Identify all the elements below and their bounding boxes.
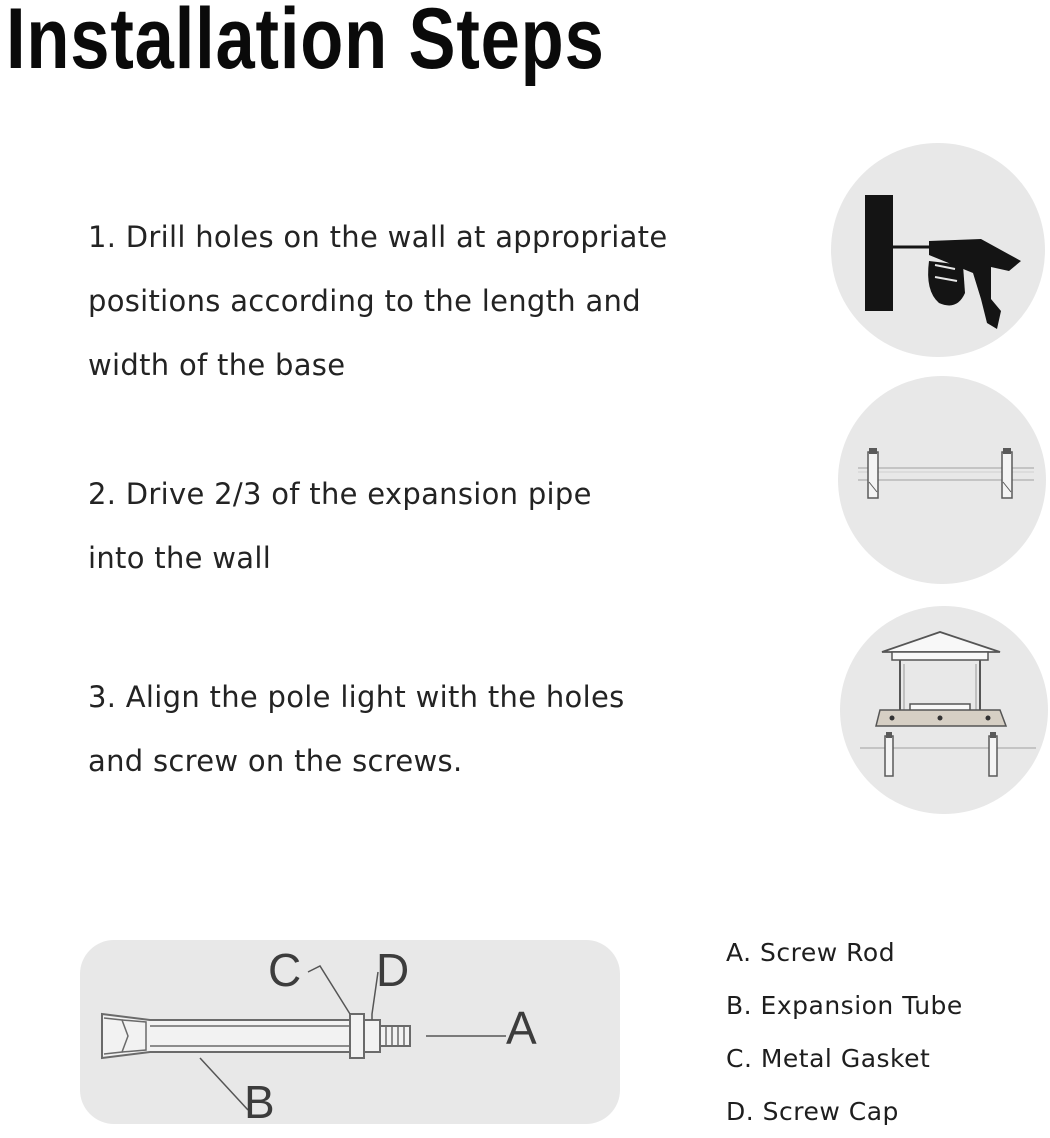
step-1-text (88, 205, 668, 397)
step-1-line-3: width of the base (88, 348, 346, 382)
expansion-bolt-diagram (80, 940, 620, 1124)
label-a: A (506, 1002, 537, 1054)
step-3-line-1: 3. Align the pole light with the holes (88, 680, 625, 714)
label-d: D (376, 944, 410, 996)
pole-light-illustration (840, 606, 1048, 814)
drill-illustration (831, 143, 1045, 357)
legend-item-screw-rod: A. Screw Rod (726, 938, 896, 967)
step-2-text (88, 462, 592, 590)
parts-legend (726, 926, 963, 1138)
pole-light-icon (840, 606, 1048, 814)
expansion-bolt-icon (80, 940, 620, 1124)
step-2-line-2: into the wall (88, 541, 272, 575)
step-3-text (88, 665, 625, 793)
drill-icon (831, 143, 1045, 357)
page-title: Installation Steps (6, 0, 605, 87)
label-b: B (244, 1076, 275, 1124)
step-1-line-2: positions according to the length and (88, 284, 641, 318)
step-2-line-1: 2. Drive 2/3 of the expansion pipe (88, 477, 592, 511)
anchor-illustration (838, 376, 1046, 584)
legend-item-screw-cap: D. Screw Cap (726, 1097, 899, 1126)
step-1-line-1: 1. Drill holes on the wall at appropriate (88, 220, 668, 254)
label-c: C (268, 944, 302, 996)
legend-item-metal-gasket: C. Metal Gasket (726, 1044, 931, 1073)
expansion-pipe-icon (838, 376, 1046, 584)
step-3-line-2: and screw on the screws. (88, 744, 463, 778)
legend-item-expansion-tube: B. Expansion Tube (726, 991, 963, 1020)
